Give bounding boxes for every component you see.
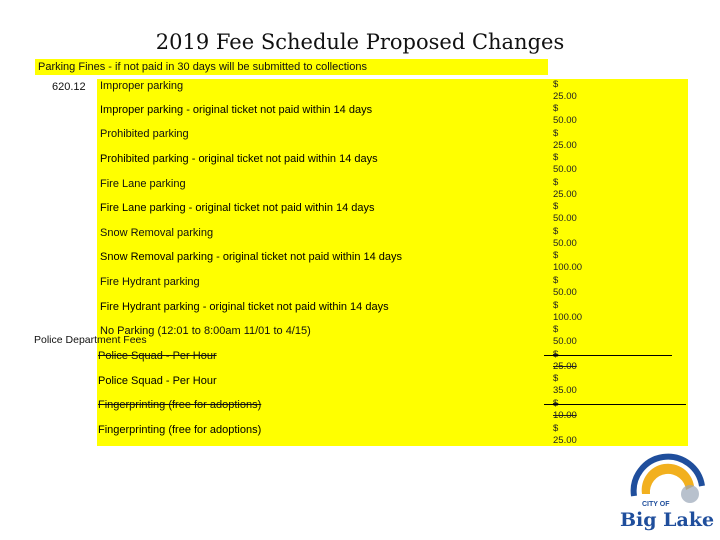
fee-row [553,226,577,250]
desc-fingerprint-old: Fingerprinting (free for adoptions) [98,399,262,411]
fee-row-old [553,349,577,373]
fee-symbol: $ [553,79,559,90]
page-title: 2019 Fee Schedule Proposed Changes [155,30,565,54]
fee-symbol: $ [553,423,559,434]
fee-symbol: $ [553,373,559,384]
desc-improper: Improper parking [100,80,184,92]
desc-improper-late: Improper parking - original ticket not paid within 14 days [100,104,373,116]
logo-sail-icon [681,485,699,503]
fee-row [553,79,577,103]
desc-hydrant-late: Fire Hydrant parking - original ticket not paid within 14 days [100,301,389,313]
fee-symbol: $ [553,250,559,261]
strike-line [544,404,686,405]
desc-prohibited: Prohibited parking [100,128,189,140]
city-logo [612,446,716,536]
fee-amount: 50.00 [553,238,577,249]
fee-symbol: $ [553,201,559,212]
desc-fingerprint-new: Fingerprinting (free for adoptions) [98,424,262,436]
fee-row [553,373,577,397]
fee-row [553,201,577,225]
fee-symbol: $ [553,177,559,188]
ordinance-code: 620.12 [52,81,86,93]
fee-amount: 25.00 [553,361,577,372]
desc-police-squad-old: Police Squad - Per Hour [98,350,217,362]
fee-symbol: $ [553,324,559,335]
fee-row [553,250,582,274]
fee-row-old [553,398,577,422]
fee-amount: 100.00 [553,312,583,323]
desc-snow-late: Snow Removal parking - original ticket not paid within 14 days [100,251,403,263]
fee-row [553,128,577,152]
police-fees-header: Police Department Fees [34,334,147,346]
desc-fire-lane-late: Fire Lane parking - original ticket not paid within 14 days [100,202,375,214]
fee-symbol: $ [553,226,559,237]
fee-symbol: $ [553,152,559,163]
fee-amount: 35.00 [553,385,577,396]
desc-fire-lane: Fire Lane parking [100,178,186,190]
fee-amount: 50.00 [553,115,577,126]
logo-city-of: CITY OF [642,501,670,508]
desc-snow: Snow Removal parking [100,227,214,239]
desc-police-squad-new: Police Squad - Per Hour [98,375,217,387]
fee-amount: 10.00 [553,410,577,421]
strike-line [544,355,672,356]
fee-row [553,324,577,348]
fee-row [553,152,577,176]
fee-symbol: $ [553,300,559,311]
fee-amount: 50.00 [553,213,577,224]
fee-symbol: $ [553,128,559,139]
fee-amount: 100.00 [553,262,583,273]
desc-prohibited-late: Prohibited parking - original ticket not paid within 14 days [100,153,378,165]
section-header: Parking Fines - if not paid in 30 days will be submitted to collections [38,61,367,73]
fee-amount: 25.00 [553,140,577,151]
fee-amount: 25.00 [553,435,577,446]
fee-symbol: $ [553,275,559,286]
fee-amount: 50.00 [553,164,577,175]
fee-row [553,275,577,299]
fee-amount: 50.00 [553,336,577,347]
fee-row [553,177,577,201]
fee-row [553,300,582,324]
fee-amount: 25.00 [553,91,577,102]
fee-amount: 25.00 [553,189,577,200]
logo-big-lake: Big Lake [620,509,715,531]
fee-symbol: $ [553,103,559,114]
desc-no-parking: No Parking (12:01 to 8:00am 11/01 to 4/15) [100,325,311,337]
fee-row [553,103,577,127]
fee-amount: 50.00 [553,287,577,298]
desc-hydrant: Fire Hydrant parking [100,276,200,288]
fee-row [553,423,577,447]
